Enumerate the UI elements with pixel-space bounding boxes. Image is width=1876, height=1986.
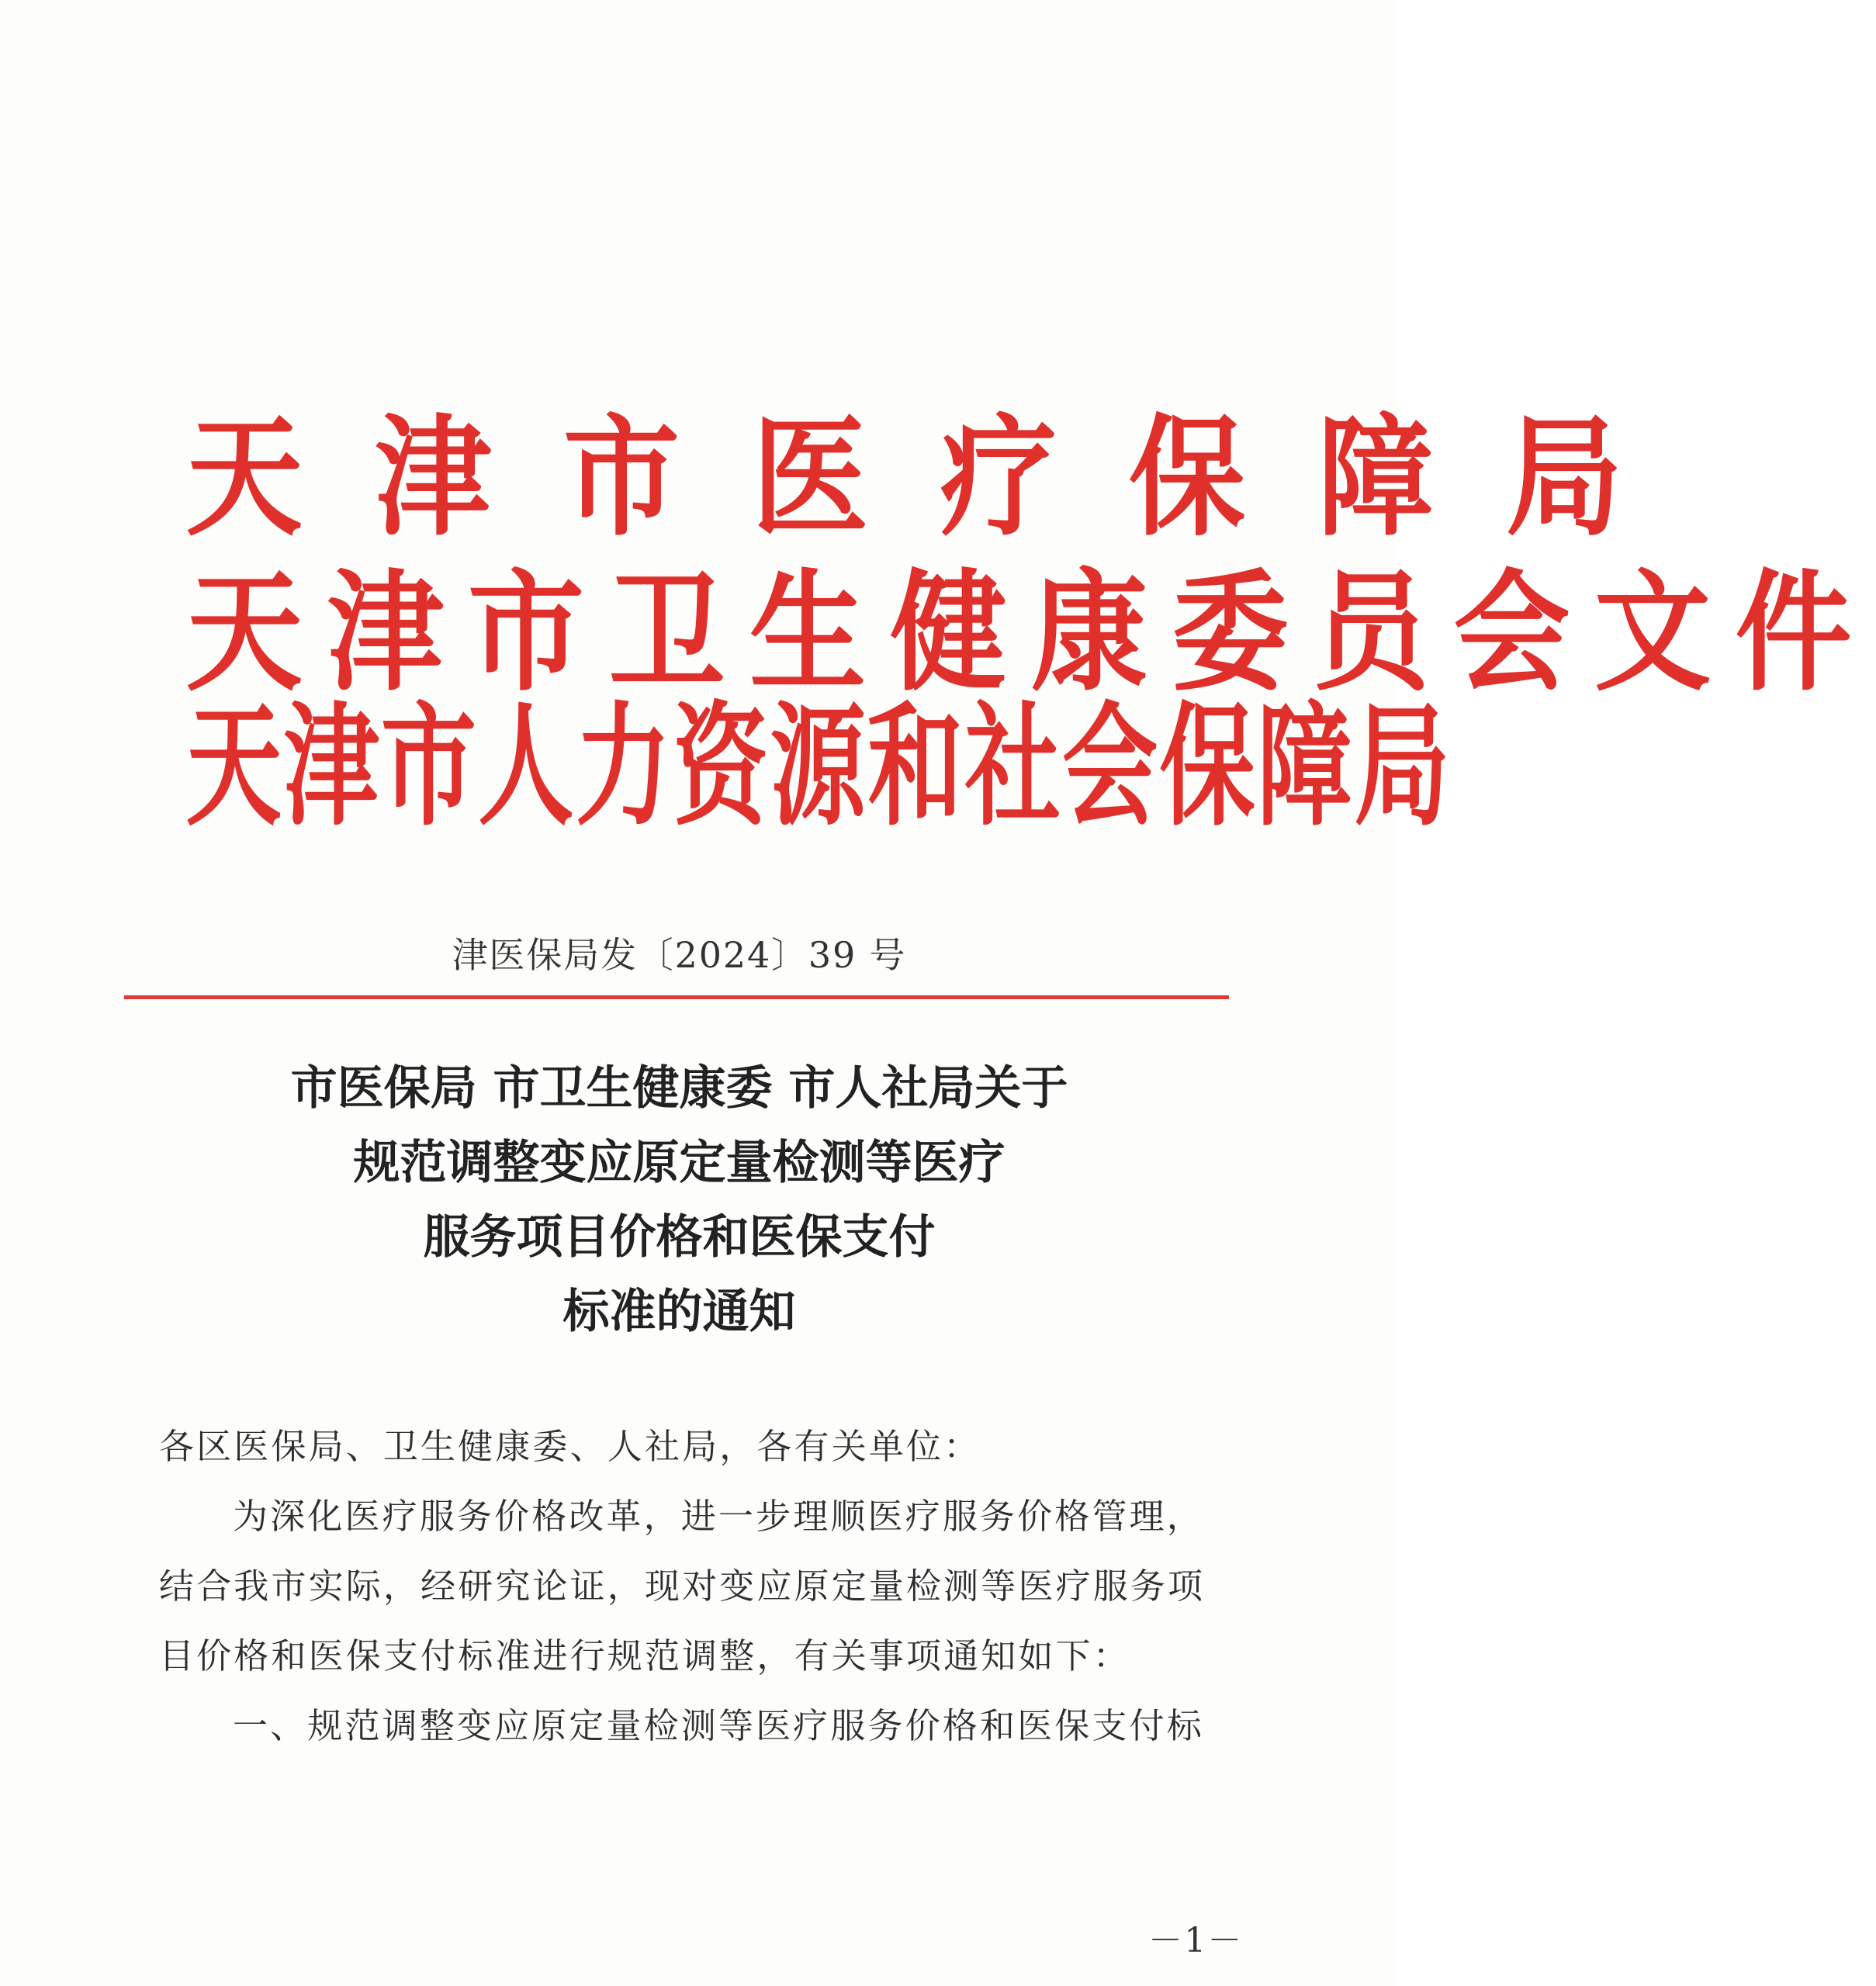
masthead-line-medical-security-bureau: 天津市医疗保障局 [186, 403, 1695, 555]
document-title [0, 1051, 1359, 1349]
paragraph-section-one [159, 1691, 1230, 1761]
masthead-line-hrss-bureau: 天津市人力资源和社会保障局 [186, 690, 1452, 845]
body-line: 一、规范调整变应原定量检测等医疗服务价格和医保支付标 [233, 1705, 1204, 1746]
paragraph-intro [159, 1482, 1230, 1691]
red-divider-line [124, 995, 1229, 999]
document-number: 津医保局发〔2024〕39 号 [452, 934, 907, 976]
body-line: 为深化医疗服务价格改革，进一步理顺医疗服务价格管理， [233, 1496, 1204, 1537]
body-line: 结合我市实际，经研究论证，现对变应原定量检测等医疗服务项 [159, 1566, 1206, 1607]
title-line: 规范调整变应原定量检测等医疗 [353, 1136, 1005, 1190]
page-number: －1－ [1148, 1921, 1244, 1960]
document-body [159, 1412, 1230, 1761]
body-line: 目价格和医保支付标准进行规范调整，有关事项通知如下： [159, 1635, 1130, 1676]
salutation: 各区医保局、卫生健康委、人社局，各有关单位： [159, 1426, 981, 1467]
title-line: 市医保局 市卫生健康委 市人社局关于 [290, 1061, 1068, 1116]
masthead-line-health-commission: 天津市卫生健康委员会文件 [186, 558, 1876, 710]
title-line: 标准的通知 [562, 1285, 796, 1339]
title-line: 服务项目价格和医保支付 [423, 1210, 936, 1265]
